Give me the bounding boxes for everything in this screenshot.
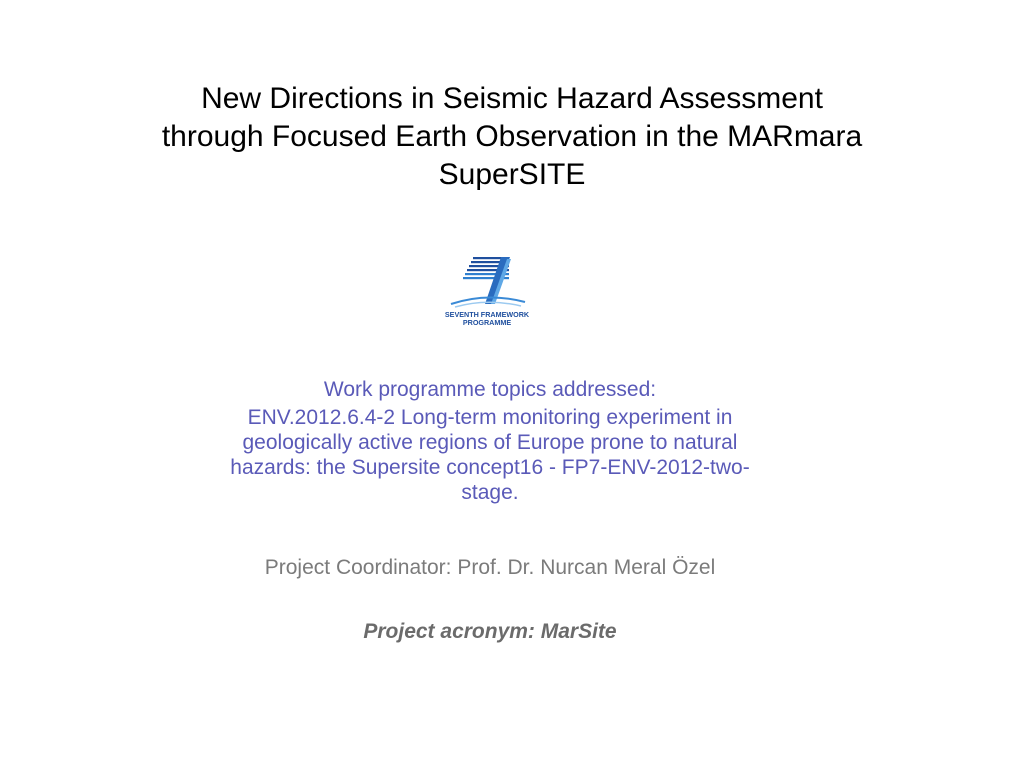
logo-text-line1: SEVENTH FRAMEWORK [444,310,530,319]
slide-title [40,80,984,194]
topics-line: hazards: the Supersite concept16 - FP7-ENV-2012-two- [230,456,750,479]
fp7-logo [437,252,537,336]
topics-line: geologically active regions of Europe prone to natural [242,431,738,454]
slide-title-line: SuperSITE [438,158,586,191]
slide-title-line: through Focused Earth Observation in the MARmara [161,120,863,153]
topics-line: stage. [461,481,519,504]
project-acronym: Project acronym: MarSite [363,620,617,643]
project-coordinator: Project Coordinator: Prof. Dr. Nurcan Meral Özel [264,556,716,579]
fp7-logo-icon [437,252,537,336]
topics-line: ENV.2012.6.4-2 Long-term monitoring experiment in [247,406,733,429]
topics-block [140,376,840,505]
topics-heading: Work programme topics addressed: [323,378,657,401]
slide-title-line: New Directions in Seismic Hazard Assessment [201,82,823,115]
logo-text-line2: PROGRAMME [462,318,512,327]
